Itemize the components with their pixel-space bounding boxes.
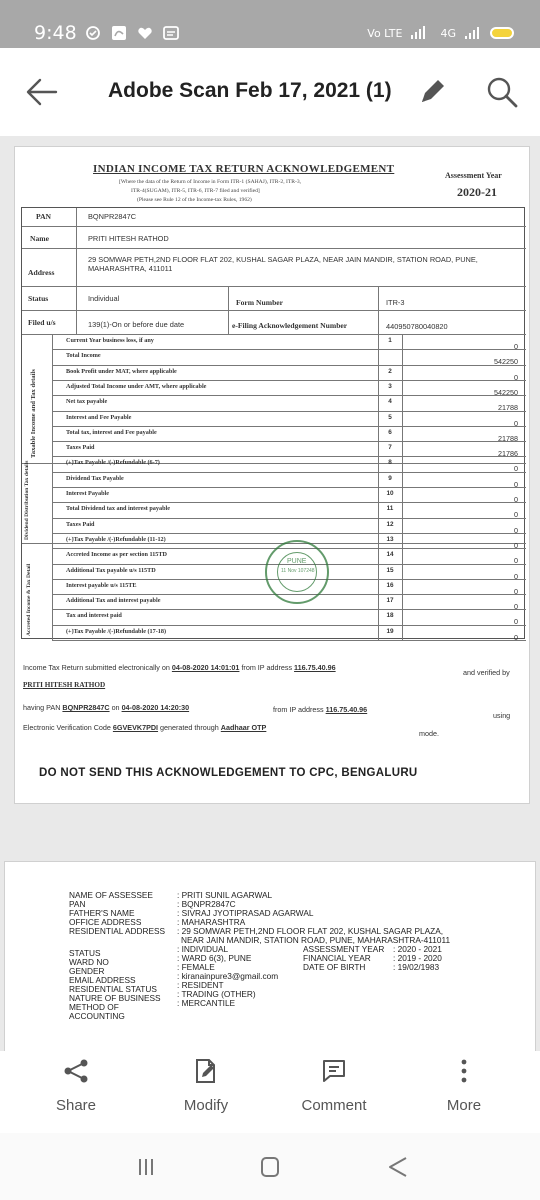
vpn-icon — [84, 24, 102, 42]
more-label: More — [446, 1097, 482, 1114]
row-number: 18 — [386, 612, 394, 620]
row-label: Tax and interest paid — [66, 612, 122, 620]
assessee-name-label: NAME OF ASSESSEE — [69, 890, 153, 900]
row-divider — [52, 472, 526, 473]
status-label: Status — [28, 294, 49, 303]
row-label: Dividend Tax Payable — [66, 474, 124, 482]
taxable-section-label: Taxable Income and Tax details — [30, 369, 37, 458]
assessment-year-value: 2020-21 — [457, 185, 497, 199]
row-amount: 0 — [514, 495, 518, 504]
home-button[interactable] — [250, 1153, 290, 1181]
residential-address-label: RESIDENTIAL ADDRESS — [69, 926, 166, 936]
back-nav-button[interactable] — [378, 1153, 418, 1181]
residential-address-value-2: NEAR JAIN MANDIR, STATION ROAD, PUNE, MAHARASHTRA-411011 — [181, 935, 451, 945]
comment-button[interactable] — [274, 1051, 394, 1133]
dob-value: : 19/02/1983 — [393, 962, 440, 972]
row-amount: 0 — [514, 510, 518, 520]
ack-number-label: e-Filing Acknowledgement Number — [232, 321, 348, 330]
row-number: 13 — [386, 535, 394, 543]
row-number: 3 — [388, 382, 392, 390]
gender-value: : FEMALE — [177, 962, 215, 972]
row-number: 6 — [388, 428, 392, 436]
row-divider — [52, 441, 526, 442]
row-divider — [52, 426, 526, 427]
dividend-section-label: Dividend Distribution Tax details — [24, 460, 30, 540]
row-divider — [52, 349, 526, 350]
row-number: 11 — [386, 505, 394, 513]
row-amount: 0 — [514, 571, 518, 581]
row-divider — [52, 411, 526, 412]
row-divider — [52, 518, 526, 519]
modify-button[interactable] — [146, 1051, 266, 1133]
row-divider — [52, 502, 526, 503]
row-number: 17 — [386, 597, 394, 605]
row-number: 1 — [388, 337, 392, 344]
row-divider — [52, 533, 526, 534]
row-divider — [52, 380, 526, 381]
row-label: Accreted Income as per section 115TD — [66, 551, 167, 559]
name-value: PRITI HITESH RATHOD — [88, 234, 169, 243]
row-amount: 0 — [514, 602, 518, 612]
row-divider — [52, 365, 526, 366]
back-button[interactable] — [22, 74, 62, 110]
footer-line-3b — [273, 705, 367, 714]
gender-label: GENDER — [69, 966, 105, 976]
more-vertical-icon — [450, 1057, 478, 1085]
signal-label: 4G — [440, 26, 456, 40]
network-label: Vo LTE — [367, 26, 403, 40]
row-divider — [52, 456, 526, 457]
row-label: (+)Tax Payable /(-)Refundable (17-18) — [66, 627, 167, 635]
footer-submitted-text: Income Tax Return submitted electronically on — [23, 663, 170, 672]
document-page-2 — [4, 861, 536, 1051]
ack-subtitle-1: [Where the data of the Return of Income in Form ITR-1 (SAHAJ), ITR-2, ITR-3, — [119, 179, 302, 185]
cell-signal-icon — [464, 26, 482, 40]
row-label: Interest and Fee Payable — [66, 413, 132, 421]
more-button[interactable] — [404, 1051, 524, 1133]
share-button[interactable] — [16, 1051, 136, 1133]
residential-status-label: RESIDENTIAL STATUS — [69, 984, 157, 994]
row-amount: 542250 — [494, 387, 518, 397]
row-amount: 0 — [514, 540, 518, 550]
pencil-icon — [412, 72, 452, 112]
p2-status-value: : INDIVIDUAL — [177, 944, 229, 954]
triangle-back-icon — [378, 1153, 418, 1181]
row-divider — [52, 625, 526, 626]
seal-stamp — [265, 540, 329, 604]
status-bar — [0, 0, 540, 48]
office-address-label: OFFICE ADDRESS — [69, 917, 142, 927]
row-amount: 0 — [514, 372, 518, 382]
row-amount: 21788 — [498, 433, 518, 443]
row-number: 10 — [386, 490, 394, 497]
row-label: Current Year business loss, if any — [66, 337, 154, 344]
edit-title-button[interactable] — [412, 72, 452, 112]
row-number: 9 — [388, 474, 392, 482]
row-amount: 0 — [514, 525, 518, 535]
residential-address-value: : 29 SOMWAR PETH,2ND FLOOR FLAT 202, KUSHAL SAGAR PLAZA, — [177, 926, 444, 936]
ack-title: INDIAN INCOME TAX RETURN ACKNOWLEDGEMENT — [93, 163, 395, 175]
comment-icon — [320, 1057, 348, 1085]
row-number: 8 — [388, 459, 392, 467]
row-label: Total tax, interest and Fee payable — [66, 428, 157, 436]
form-number-label: Form Number — [236, 298, 284, 307]
row-amount: 0 — [514, 586, 518, 596]
row-divider — [52, 640, 526, 641]
row-number: 5 — [388, 413, 392, 421]
row-label: Additional Tax and interest payable — [66, 597, 161, 605]
address-line-1: 29 SOMWAR PETH,2ND FLOOR FLAT 202, KUSHAL SAGAR PLAZA, NEAR JAIN MANDIR, STATION ROAD, PUNE, — [88, 255, 478, 264]
dob-label: DATE OF BIRTH — [303, 962, 366, 972]
recent-apps-button[interactable] — [126, 1153, 166, 1181]
row-amount: 0 — [514, 556, 518, 566]
row-number: 4 — [388, 398, 392, 406]
row-amount: 542250 — [494, 357, 518, 367]
business-label: NATURE OF BUSINESS — [69, 993, 161, 1003]
financial-year-value: : 2019 - 2020 — [393, 953, 442, 963]
pdf-icon — [110, 24, 128, 42]
status-time: 9:48 — [34, 22, 77, 44]
home-icon — [250, 1153, 290, 1181]
arrow-left-icon — [22, 74, 62, 110]
fathers-name-label: FATHER'S NAME — [69, 908, 135, 918]
row-label: (+)Tax Payable /(-)Refundable (11-12) — [66, 535, 166, 543]
footer-ip-text: from IP address — [241, 663, 293, 672]
office-address-value: : MAHARASHTRA — [177, 917, 246, 927]
filed-value: 139(1)-On or before due date — [88, 320, 185, 329]
p2-assessment-year-label: ASSESSMENT YEAR — [303, 944, 385, 954]
address-line-2: MAHARASHTRA, 411011 — [88, 264, 173, 273]
row-amount: 21788 — [498, 403, 518, 413]
assessee-name-value: : PRITI SUNIL AGARWAL — [177, 890, 273, 900]
comment-label: Comment — [301, 1097, 367, 1114]
wifi-signal-icon — [410, 26, 432, 40]
system-nav-bar — [0, 1133, 540, 1200]
stamp-city: PUNE — [287, 558, 307, 565]
do-not-send-warning: DO NOT SEND THIS ACKNOWLEDGEMENT TO CPC, BENGALURU — [39, 767, 418, 779]
footer-evc-code: 6GVEVK7PDI — [112, 723, 159, 732]
bottom-toolbar — [0, 1051, 540, 1133]
row-number: 16 — [386, 581, 394, 589]
row-number: 15 — [386, 566, 394, 574]
p2-assessment-year-value: : 2020 - 2021 — [393, 944, 442, 954]
footer-evc-mode: Aadhaar OTP — [220, 723, 267, 732]
footer-mode: mode. — [419, 729, 439, 738]
row-label: Taxes Paid — [66, 520, 95, 528]
ack-subtitle-2: ITR-4(SUGAM), ITR-5, ITR-6, ITR-7 filed and verified] — [131, 188, 260, 194]
ward-no-value: : WARD 6(3), PUNE — [177, 953, 252, 963]
pan-value: BQNPR2847C — [88, 212, 137, 221]
row-number: 12 — [386, 520, 394, 528]
p2-pan-value: : BQNPR2847C — [177, 899, 236, 909]
row-amount: 0 — [514, 479, 518, 489]
form-number-value: ITR-3 — [386, 298, 405, 307]
footer-submit-ip: 116.75.40.96 — [294, 663, 336, 672]
row-amount: 0 — [514, 632, 518, 642]
method-label-2: ACCOUNTING — [69, 1011, 125, 1021]
footer-line-4 — [23, 723, 266, 732]
row-label: Additional Tax payable u/s 115TD — [66, 566, 156, 574]
row-label: (+)Tax Payable /(-)Refundable (6-7) — [66, 459, 160, 467]
footer-verify-ip: 116.75.40.96 — [325, 705, 368, 714]
document-title: Adobe Scan Feb 17, 2021 (1) — [108, 79, 392, 102]
business-value: : TRADING (OTHER) — [177, 989, 256, 999]
fathers-name-value: : SIVRAJ JYOTIPRASAD AGARWAL — [177, 908, 314, 918]
notification-icon — [162, 24, 180, 42]
ack-subtitle-3: (Please see Rule 12 of the Income-tax Rules, 1962) — [137, 197, 252, 203]
recent-apps-icon — [126, 1153, 166, 1181]
row-divider — [52, 395, 526, 396]
footer-pan: BQNPR2847C — [62, 703, 110, 712]
row-divider — [52, 487, 526, 488]
pan-label: PAN — [36, 212, 52, 221]
residential-status-value: : RESIDENT — [177, 980, 224, 990]
method-label: METHOD OF — [69, 1002, 119, 1012]
row-label: Net tax payable — [66, 398, 108, 406]
edit-document-icon — [192, 1057, 220, 1085]
footer-generated-text: generated through — [160, 723, 219, 732]
row-label: Interest payable u/s 115TE — [66, 581, 137, 589]
row-number: 7 — [388, 444, 392, 452]
search-button[interactable] — [482, 72, 522, 112]
row-divider — [52, 609, 526, 610]
p2-pan-label: PAN — [69, 899, 86, 909]
email-value: : kiranainpure3@gmail.com — [177, 971, 279, 981]
row-number: 19 — [386, 627, 394, 635]
footer-evc-text: Electronic Verification Code — [23, 723, 111, 732]
row-label: Taxes Paid — [66, 444, 95, 452]
footer-line-1 — [23, 663, 336, 672]
row-label: Total Income — [66, 352, 101, 360]
footer-line-3 — [23, 703, 189, 712]
app-bar — [0, 48, 540, 136]
share-icon — [62, 1057, 90, 1085]
method-value: : MERCANTILE — [177, 998, 236, 1008]
row-amount: 0 — [514, 418, 518, 428]
footer-verify-date: 04-08-2020 14:20:30 — [121, 703, 190, 712]
footer-using: using — [493, 711, 511, 720]
ward-no-label: WARD NO — [69, 957, 109, 967]
ack-number-value: 440950780040820 — [386, 322, 448, 331]
row-amount: 0 — [514, 342, 518, 351]
row-amount: 0 — [514, 617, 518, 627]
share-label: Share — [55, 1097, 97, 1114]
footer-ip-text-2: from IP address — [273, 705, 324, 714]
footer-verified-by: and verified by — [463, 668, 510, 677]
row-amount: 0 — [514, 464, 518, 474]
footer-submit-date: 04-08-2020 14:01:01 — [171, 663, 240, 672]
assessment-year-label: Assessment Year — [445, 171, 502, 180]
row-label: Book Profit under MAT, where applicable — [66, 367, 177, 375]
document-viewer[interactable] — [0, 136, 540, 1051]
row-amount: 21786 — [498, 449, 518, 459]
search-icon — [482, 72, 522, 112]
footer-pan-text: having PAN — [23, 703, 61, 712]
accreted-section-label: Accreted Income & Tax Detail — [26, 563, 32, 636]
row-number: 2 — [388, 367, 392, 375]
row-label: Interest Payable — [66, 490, 110, 497]
financial-year-label: FINANCIAL YEAR — [303, 953, 371, 963]
footer-on-text: on — [111, 703, 120, 712]
email-label: EMAIL ADDRESS — [69, 975, 136, 985]
name-label: Name — [30, 234, 49, 243]
footer-verifier-name: PRITI HITESH RATHOD — [23, 681, 106, 689]
document-page-1 — [14, 146, 530, 804]
battery-icon — [490, 27, 514, 39]
heart-icon — [136, 24, 154, 42]
stamp-date: 11 Nov 107248 — [281, 568, 315, 574]
status-value: Individual — [88, 294, 120, 303]
p2-status-label: STATUS — [69, 948, 101, 958]
row-label: Total Dividend tax and interest payable — [66, 505, 170, 513]
address-label: Address — [28, 268, 55, 277]
row-number: 14 — [386, 551, 394, 559]
row-label: Adjusted Total Income under AMT, where applicable — [66, 382, 207, 390]
modify-label: Modify — [183, 1097, 229, 1114]
filed-label: Filed u/s — [28, 318, 56, 327]
